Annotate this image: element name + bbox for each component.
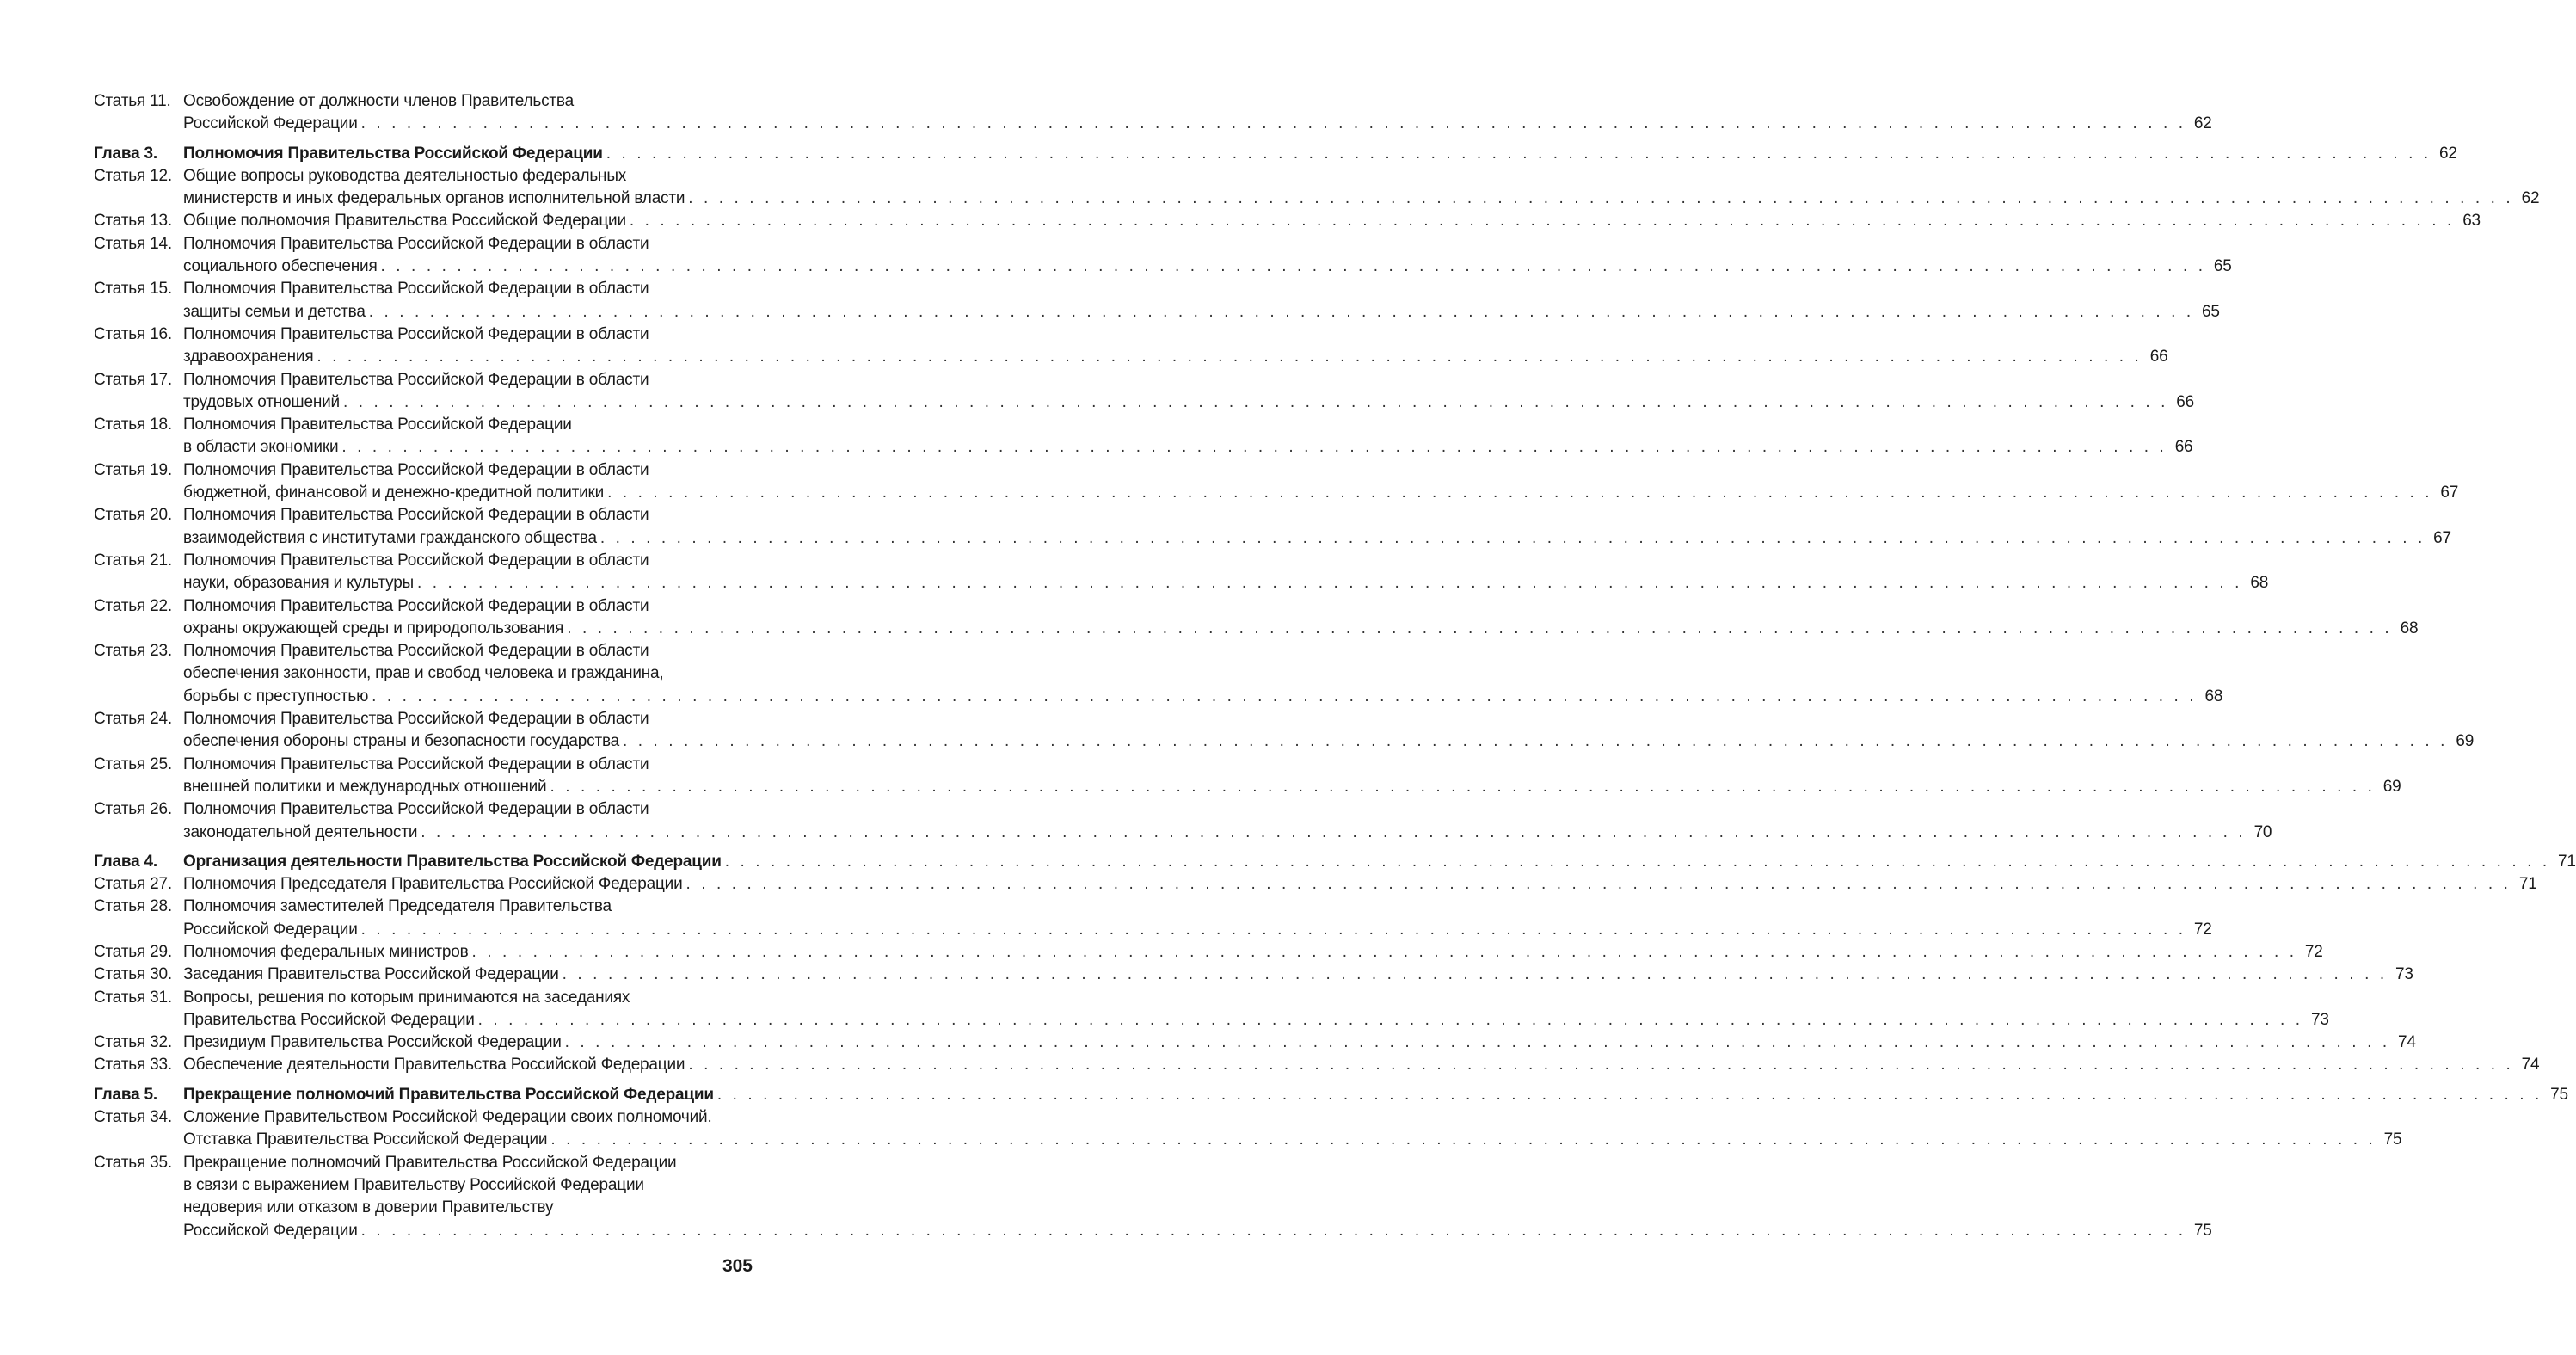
toc-article-entry [94, 504, 2451, 550]
entry-last-line [183, 686, 2223, 708]
entry-body [183, 1106, 2402, 1152]
entry-label: Статья 14. [94, 234, 172, 253]
dot-leader: . . . . . . . . . . . . . . . . . . . . . . . . . . . . . . . . . . . . . . . . . . . . . . . . . . . . . . . . . . . . . . . . . . . . . . . . . . . . . . . . . . . . . . . . . . . . . . . . . . . . . . . . . . . . . . . . . . . . . . . . [599, 528, 2425, 547]
entry-body [183, 1054, 2540, 1076]
dot-leader: . . . . . . . . . . . . . . . . . . . . . . . . . . . . . . . . . . . . . . . . . . . . . . . . . . . . . . . . . . . . . . . . . . . . . . . . . . . . . . . . . . . . . . . . . . . . . . . . . . . . . . . . . . . . . . . . . . . . . . . . [380, 257, 2206, 276]
entry-title-line: министерств и иных федеральных органов исполнительной власти [183, 189, 685, 208]
entry-body [183, 233, 2232, 279]
toc-article-entry [94, 964, 2413, 986]
entry-page-number: 74 [2521, 1056, 2540, 1075]
dot-leader: . . . . . . . . . . . . . . . . . . . . . . . . . . . . . . . . . . . . . . . . . . . . . . . . . . . . . . . . . . . . . . . . . . . . . . . . . . . . . . . . . . . . . . . . . . . . . . . . . . . . . . . . . . . . . . . . . . . . . . . . [421, 822, 2247, 841]
toc-article-entry [94, 323, 2168, 369]
entry-body [183, 323, 2168, 369]
entry-page-number: 67 [2433, 528, 2451, 547]
toc-article-entry [94, 896, 2212, 941]
page-number: 305 [722, 1256, 753, 1276]
entry-title-line: Полномочия федеральных министров [183, 942, 469, 961]
entry-body [183, 708, 2475, 754]
entry-body [183, 640, 2223, 708]
entry-page-number: 65 [2213, 257, 2232, 276]
toc-article-entry [94, 165, 2540, 211]
entry-body [183, 1032, 2416, 1054]
entry-title-line: Полномочия Правительства Российской Федерации в области [183, 642, 649, 661]
entry-title-line: охраны окружающей среды и природопользования [183, 619, 564, 637]
entry-title-line: Российской Федерации [183, 920, 358, 939]
entry-body [183, 90, 2212, 136]
entry-title-line: Полномочия Правительства Российской Федерации [183, 144, 603, 163]
dot-leader: . . . . . . . . . . . . . . . . . . . . . . . . . . . . . . . . . . . . . . . . . . . . . . . . . . . . . . . . . . . . . . . . . . . . . . . . . . . . . . . . . . . . . . . . . . . . . . . . . . . . . . . . . . . . . . . . . . . . . . . . [623, 732, 2449, 751]
entry-page-number: 65 [2202, 302, 2220, 321]
entry-title-line: Полномочия Правительства Российской Федерации [183, 416, 572, 434]
toc-article-entry [94, 941, 2323, 964]
dot-leader: . . . . . . . . . . . . . . . . . . . . . . . . . . . . . . . . . . . . . . . . . . . . . . . . . . . . . . . . . . . . . . . . . . . . . . . . . . . . . . . . . . . . . . . . . . . . . . . . . . . . . . . . . . . . . . . . . . . . . . . . [550, 777, 2376, 796]
toc-article-entry [94, 1054, 2540, 1076]
entry-label: Статья 23. [94, 642, 172, 661]
entry-last-line [183, 964, 2413, 986]
entry-title-line: Полномочия Правительства Российской Федерации в области [183, 710, 649, 729]
entry-last-line [183, 301, 2220, 323]
entry-last-line [183, 776, 2401, 798]
entry-label: Статья 22. [94, 596, 172, 615]
entry-label: Статья 13. [94, 212, 172, 231]
dot-leader: . . . . . . . . . . . . . . . . . . . . . . . . . . . . . . . . . . . . . . . . . . . . . . . . . . . . . . . . . . . . . . . . . . . . . . . . . . . . . . . . . . . . . . . . . . . . . . . . . . . . . . . . . . . . . . . . . . . . . . . . [477, 1010, 2303, 1029]
entry-last-line [183, 256, 2232, 278]
toc-article-entry [94, 550, 2269, 595]
entry-title-line: в связи с выражением Правительству Российской Федерации [183, 1175, 644, 1194]
entry-last-line [183, 391, 2194, 414]
entry-last-line [183, 730, 2475, 753]
dot-leader: . . . . . . . . . . . . . . . . . . . . . . . . . . . . . . . . . . . . . . . . . . . . . . . . . . . . . . . . . . . . . . . . . . . . . . . . . . . . . . . . . . . . . . . . . . . . . . . . . . . . . . . . . . . . . . . . . . . . . . . . [688, 1056, 2514, 1075]
entry-page-number: 75 [2193, 1221, 2212, 1240]
entry-title-line: бюджетной, финансовой и денежно-кредитной политики [183, 483, 605, 502]
entry-title-line: обеспечения законности, прав и свобод человека и гражданина, [183, 664, 664, 683]
toc-article-entry [94, 873, 2537, 896]
entry-label: Статья 18. [94, 416, 172, 434]
entry-label: Статья 30. [94, 965, 172, 984]
entry-last-line [183, 873, 2537, 896]
dot-leader: . . . . . . . . . . . . . . . . . . . . . . . . . . . . . . . . . . . . . . . . . . . . . . . . . . . . . . . . . . . . . . . . . . . . . . . . . . . . . . . . . . . . . . . . . . . . . . . . . . . . . . . . . . . . . . . . . . . . . . . . [342, 392, 2168, 411]
entry-body [183, 550, 2269, 595]
entry-last-line [183, 188, 2540, 210]
entry-body [183, 210, 2481, 232]
entry-label: Статья 24. [94, 710, 172, 729]
entry-page-number: 69 [2456, 732, 2475, 751]
entry-last-line [183, 436, 2193, 459]
entry-body [183, 165, 2540, 211]
dot-leader: . . . . . . . . . . . . . . . . . . . . . . . . . . . . . . . . . . . . . . . . . . . . . . . . . . . . . . . . . . . . . . . . . . . . . . . . . . . . . . . . . . . . . . . . . . . . . . . . . . . . . . . . . . . . . . . . . . . . . . . . [360, 1221, 2186, 1240]
toc-article-entry [94, 798, 2272, 844]
entry-body [183, 595, 2419, 641]
entry-label: Статья 29. [94, 942, 172, 961]
entry-title-line: Полномочия Правительства Российской Федерации в области [183, 280, 649, 299]
entry-last-line [183, 1009, 2329, 1032]
entry-title-line: в области экономики [183, 438, 339, 457]
entry-title-line: взаимодействия с институтами гражданского общества [183, 528, 597, 547]
entry-title-line: здравоохранения [183, 348, 314, 366]
entry-last-line [183, 210, 2481, 232]
dot-leader: . . . . . . . . . . . . . . . . . . . . . . . . . . . . . . . . . . . . . . . . . . . . . . . . . . . . . . . . . . . . . . . . . . . . . . . . . . . . . . . . . . . . . . . . . . . . . . . . . . . . . . . . . . . . . . . . . . . . . . . . [317, 348, 2143, 366]
toc-article-entry [94, 1106, 2402, 1152]
entry-title-line: внешней политики и международных отношений [183, 777, 547, 796]
toc-article-entry [94, 210, 2481, 232]
toc-article-entry [94, 708, 2475, 754]
entry-page-number: 66 [2176, 392, 2194, 411]
dot-leader: . . . . . . . . . . . . . . . . . . . . . . . . . . . . . . . . . . . . . . . . . . . . . . . . . . . . . . . . . . . . . . . . . . . . . . . . . . . . . . . . . . . . . . . . . . . . . . . . . . . . . . . . . . . . . . . . . . . . . . . . [372, 687, 2198, 705]
entry-page-number: 67 [2440, 483, 2459, 502]
entry-page-number: 72 [2193, 920, 2212, 939]
entry-page-number: 69 [2382, 777, 2401, 796]
entry-label: Статья 17. [94, 370, 172, 389]
entry-page-number: 72 [2304, 942, 2323, 961]
toc-chapter-entry [94, 1084, 2568, 1106]
entry-body [183, 1152, 2212, 1242]
toc-article-entry [94, 754, 2401, 799]
entry-title-line: Российской Федерации [183, 114, 358, 133]
toc-article-entry [94, 1152, 2212, 1242]
entry-title-line: Полномочия Правительства Российской Федерации в области [183, 460, 649, 479]
entry-title-line: Прекращение полномочий Правительства Российской Федерации [183, 1085, 714, 1104]
entry-page-number: 71 [2518, 875, 2537, 894]
entry-title-line: Общие полномочия Правительства Российской Федерации [183, 212, 626, 231]
entry-title-line: Общие вопросы руководства деятельностью федеральных [183, 166, 627, 185]
entry-label: Статья 33. [94, 1056, 172, 1075]
entry-title-line: Правительства Российской Федерации [183, 1010, 475, 1029]
entry-page-number: 73 [2310, 1010, 2329, 1029]
dot-leader: . . . . . . . . . . . . . . . . . . . . . . . . . . . . . . . . . . . . . . . . . . . . . . . . . . . . . . . . . . . . . . . . . . . . . . . . . . . . . . . . . . . . . . . . . . . . . . . . . . . . . . . . . . . . . . . . . . . . . . . . [716, 1085, 2542, 1104]
entry-body [183, 414, 2193, 459]
dot-leader: . . . . . . . . . . . . . . . . . . . . . . . . . . . . . . . . . . . . . . . . . . . . . . . . . . . . . . . . . . . . . . . . . . . . . . . . . . . . . . . . . . . . . . . . . . . . . . . . . . . . . . . . . . . . . . . . . . . . . . . . [564, 1033, 2390, 1052]
toc-article-entry [94, 233, 2232, 279]
dot-leader: . . . . . . . . . . . . . . . . . . . . . . . . . . . . . . . . . . . . . . . . . . . . . . . . . . . . . . . . . . . . . . . . . . . . . . . . . . . . . . . . . . . . . . . . . . . . . . . . . . . . . . . . . . . . . . . . . . . . . . . . [550, 1130, 2376, 1149]
entry-title-line: Полномочия Председателя Правительства Российской Федерации [183, 875, 683, 894]
entry-page-number: 75 [2383, 1130, 2402, 1149]
entry-title-line: Полномочия Правительства Российской Федерации в области [183, 596, 649, 615]
toc-article-entry [94, 595, 2419, 641]
entry-last-line [183, 143, 2457, 165]
entry-last-line [183, 1054, 2540, 1076]
entry-title-line: Освобождение от должности членов Правительства [183, 92, 574, 110]
entry-body [183, 278, 2220, 323]
entry-body [183, 1084, 2568, 1106]
toc-article-entry [94, 414, 2193, 459]
entry-title-line: недоверия или отказом в доверии Правительству [183, 1198, 554, 1217]
entry-last-line [183, 572, 2269, 594]
entry-title-line: Президиум Правительства Российской Федерации [183, 1033, 562, 1052]
entry-last-line [183, 482, 2459, 504]
entry-last-line [183, 1220, 2212, 1242]
entry-last-line [183, 346, 2168, 368]
entry-body [183, 459, 2459, 505]
entry-last-line [183, 919, 2212, 941]
entry-last-line [183, 113, 2212, 135]
toc-article-entry [94, 90, 2212, 136]
entry-page-number: 66 [2174, 438, 2193, 457]
entry-page-number: 68 [2250, 574, 2269, 593]
entry-page-number: 66 [2149, 348, 2168, 366]
entry-title-line: социального обеспечения [183, 257, 378, 276]
entry-title-line: трудовых отношений [183, 392, 340, 411]
dot-leader: . . . . . . . . . . . . . . . . . . . . . . . . . . . . . . . . . . . . . . . . . . . . . . . . . . . . . . . . . . . . . . . . . . . . . . . . . . . . . . . . . . . . . . . . . . . . . . . . . . . . . . . . . . . . . . . . . . . . . . . . [562, 965, 2388, 984]
entry-page-number: 68 [2204, 687, 2223, 705]
entry-label: Статья 25. [94, 754, 172, 773]
entry-label: Статья 15. [94, 280, 172, 299]
entry-label: Статья 12. [94, 166, 172, 185]
dot-leader: . . . . . . . . . . . . . . . . . . . . . . . . . . . . . . . . . . . . . . . . . . . . . . . . . . . . . . . . . . . . . . . . . . . . . . . . . . . . . . . . . . . . . . . . . . . . . . . . . . . . . . . . . . . . . . . . . . . . . . . . [471, 942, 2297, 961]
entry-label: Статья 16. [94, 324, 172, 343]
entry-body [183, 964, 2413, 986]
entry-title-line: Вопросы, решения по которым принимаются на заседаниях [183, 988, 630, 1007]
entry-title-line: Обеспечение деятельности Правительства Российской Федерации [183, 1056, 685, 1075]
entry-page-number: 70 [2253, 822, 2272, 841]
toc-chapter-entry [94, 851, 2576, 873]
entry-title-line: Сложение Правительством Российской Федерации своих полномочий. [183, 1108, 712, 1127]
entry-page-number: 68 [2400, 619, 2419, 637]
entry-title-line: Полномочия Правительства Российской Федерации в области [183, 370, 649, 389]
entry-last-line [183, 1032, 2416, 1054]
entry-title-line: Полномочия Правительства Российской Федерации в области [183, 324, 649, 343]
dot-leader: . . . . . . . . . . . . . . . . . . . . . . . . . . . . . . . . . . . . . . . . . . . . . . . . . . . . . . . . . . . . . . . . . . . . . . . . . . . . . . . . . . . . . . . . . . . . . . . . . . . . . . . . . . . . . . . . . . . . . . . . [368, 302, 2194, 321]
table-of-contents [94, 90, 2576, 1242]
entry-label: Статья 20. [94, 506, 172, 525]
entry-title-line: обеспечения обороны страны и безопасности государства [183, 732, 620, 751]
entry-page-number: 73 [2395, 965, 2413, 984]
entry-label: Глава 3. [94, 144, 157, 163]
dot-leader: . . . . . . . . . . . . . . . . . . . . . . . . . . . . . . . . . . . . . . . . . . . . . . . . . . . . . . . . . . . . . . . . . . . . . . . . . . . . . . . . . . . . . . . . . . . . . . . . . . . . . . . . . . . . . . . . . . . . . . . . [606, 144, 2432, 163]
entry-title-line: Отставка Правительства Российской Федерации [183, 1130, 548, 1149]
dot-leader: . . . . . . . . . . . . . . . . . . . . . . . . . . . . . . . . . . . . . . . . . . . . . . . . . . . . . . . . . . . . . . . . . . . . . . . . . . . . . . . . . . . . . . . . . . . . . . . . . . . . . . . . . . . . . . . . . . . . . . . . [685, 875, 2511, 894]
toc-article-entry [94, 640, 2223, 708]
entry-label: Статья 19. [94, 460, 172, 479]
entry-label: Статья 27. [94, 875, 172, 894]
entry-page-number: 71 [2558, 852, 2576, 871]
entry-label: Статья 35. [94, 1153, 172, 1172]
entry-body [183, 143, 2457, 165]
entry-page-number: 62 [2439, 144, 2457, 163]
entry-label: Глава 4. [94, 852, 157, 871]
toc-chapter-entry [94, 143, 2457, 165]
dot-leader: . . . . . . . . . . . . . . . . . . . . . . . . . . . . . . . . . . . . . . . . . . . . . . . . . . . . . . . . . . . . . . . . . . . . . . . . . . . . . . . . . . . . . . . . . . . . . . . . . . . . . . . . . . . . . . . . . . . . . . . . [629, 212, 2455, 231]
entry-title-line: науки, образования и культуры [183, 574, 415, 593]
entry-body [183, 754, 2401, 799]
entry-title-line: Прекращение полномочий Правительства Российской Федерации [183, 1153, 677, 1172]
dot-leader: . . . . . . . . . . . . . . . . . . . . . . . . . . . . . . . . . . . . . . . . . . . . . . . . . . . . . . . . . . . . . . . . . . . . . . . . . . . . . . . . . . . . . . . . . . . . . . . . . . . . . . . . . . . . . . . . . . . . . . . . [688, 189, 2514, 208]
entry-body [183, 873, 2537, 896]
entry-title-line: Российской Федерации [183, 1221, 358, 1240]
entry-body [183, 504, 2451, 550]
toc-article-entry [94, 1032, 2416, 1054]
entry-page-number: 62 [2193, 114, 2212, 133]
entry-label: Статья 34. [94, 1108, 172, 1127]
entry-title-line: борьбы с преступностью [183, 687, 369, 705]
entry-title-line: Полномочия Правительства Российской Федерации в области [183, 234, 649, 253]
entry-label: Статья 21. [94, 551, 172, 570]
entry-body [183, 369, 2194, 415]
entry-title-line: Полномочия Правительства Российской Федерации в области [183, 754, 649, 773]
entry-page-number: 75 [2550, 1085, 2568, 1104]
entry-last-line [183, 851, 2576, 873]
entry-last-line [183, 1084, 2568, 1106]
entry-label: Статья 32. [94, 1033, 172, 1052]
dot-leader: . . . . . . . . . . . . . . . . . . . . . . . . . . . . . . . . . . . . . . . . . . . . . . . . . . . . . . . . . . . . . . . . . . . . . . . . . . . . . . . . . . . . . . . . . . . . . . . . . . . . . . . . . . . . . . . . . . . . . . . . [567, 619, 2393, 637]
entry-label: Статья 11. [94, 92, 171, 110]
entry-body [183, 896, 2212, 941]
entry-label: Статья 28. [94, 897, 172, 916]
entry-label: Статья 26. [94, 800, 172, 819]
entry-title-line: законодательной деятельности [183, 822, 418, 841]
entry-title-line: Полномочия Правительства Российской Федерации в области [183, 506, 649, 525]
dot-leader: . . . . . . . . . . . . . . . . . . . . . . . . . . . . . . . . . . . . . . . . . . . . . . . . . . . . . . . . . . . . . . . . . . . . . . . . . . . . . . . . . . . . . . . . . . . . . . . . . . . . . . . . . . . . . . . . . . . . . . . . [360, 114, 2186, 133]
dot-leader: . . . . . . . . . . . . . . . . . . . . . . . . . . . . . . . . . . . . . . . . . . . . . . . . . . . . . . . . . . . . . . . . . . . . . . . . . . . . . . . . . . . . . . . . . . . . . . . . . . . . . . . . . . . . . . . . . . . . . . . . [341, 438, 2167, 457]
toc-article-entry [94, 987, 2329, 1032]
entry-title-line: Полномочия Правительства Российской Федерации в области [183, 800, 649, 819]
entry-last-line [183, 618, 2419, 640]
entry-page-number: 62 [2521, 189, 2540, 208]
entry-last-line [183, 527, 2451, 550]
entry-last-line [183, 941, 2323, 964]
dot-leader: . . . . . . . . . . . . . . . . . . . . . . . . . . . . . . . . . . . . . . . . . . . . . . . . . . . . . . . . . . . . . . . . . . . . . . . . . . . . . . . . . . . . . . . . . . . . . . . . . . . . . . . . . . . . . . . . . . . . . . . . [607, 483, 2433, 502]
toc-article-entry [94, 369, 2194, 415]
toc-article-entry [94, 278, 2220, 323]
entry-body [183, 851, 2576, 873]
entry-title-line: Организация деятельности Правительства Российской Федерации [183, 852, 722, 871]
dot-leader: . . . . . . . . . . . . . . . . . . . . . . . . . . . . . . . . . . . . . . . . . . . . . . . . . . . . . . . . . . . . . . . . . . . . . . . . . . . . . . . . . . . . . . . . . . . . . . . . . . . . . . . . . . . . . . . . . . . . . . . . [360, 920, 2186, 939]
entry-title-line: защиты семьи и детства [183, 302, 366, 321]
entry-label: Статья 31. [94, 988, 172, 1007]
toc-article-entry [94, 459, 2459, 505]
entry-last-line [183, 822, 2272, 844]
entry-label: Глава 5. [94, 1085, 157, 1104]
entry-body [183, 941, 2323, 964]
entry-page-number: 63 [2462, 212, 2481, 231]
entry-title-line: Полномочия Правительства Российской Федерации в области [183, 551, 649, 570]
entry-title-line: Заседания Правительства Российской Федерации [183, 965, 559, 984]
entry-body [183, 798, 2272, 844]
entry-title-line: Полномочия заместителей Председателя Правительства [183, 897, 612, 916]
entry-body [183, 987, 2329, 1032]
entry-page-number: 74 [2397, 1033, 2416, 1052]
dot-leader: . . . . . . . . . . . . . . . . . . . . . . . . . . . . . . . . . . . . . . . . . . . . . . . . . . . . . . . . . . . . . . . . . . . . . . . . . . . . . . . . . . . . . . . . . . . . . . . . . . . . . . . . . . . . . . . . . . . . . . . . [724, 852, 2550, 871]
dot-leader: . . . . . . . . . . . . . . . . . . . . . . . . . . . . . . . . . . . . . . . . . . . . . . . . . . . . . . . . . . . . . . . . . . . . . . . . . . . . . . . . . . . . . . . . . . . . . . . . . . . . . . . . . . . . . . . . . . . . . . . . [417, 574, 2243, 593]
entry-last-line [183, 1129, 2402, 1151]
